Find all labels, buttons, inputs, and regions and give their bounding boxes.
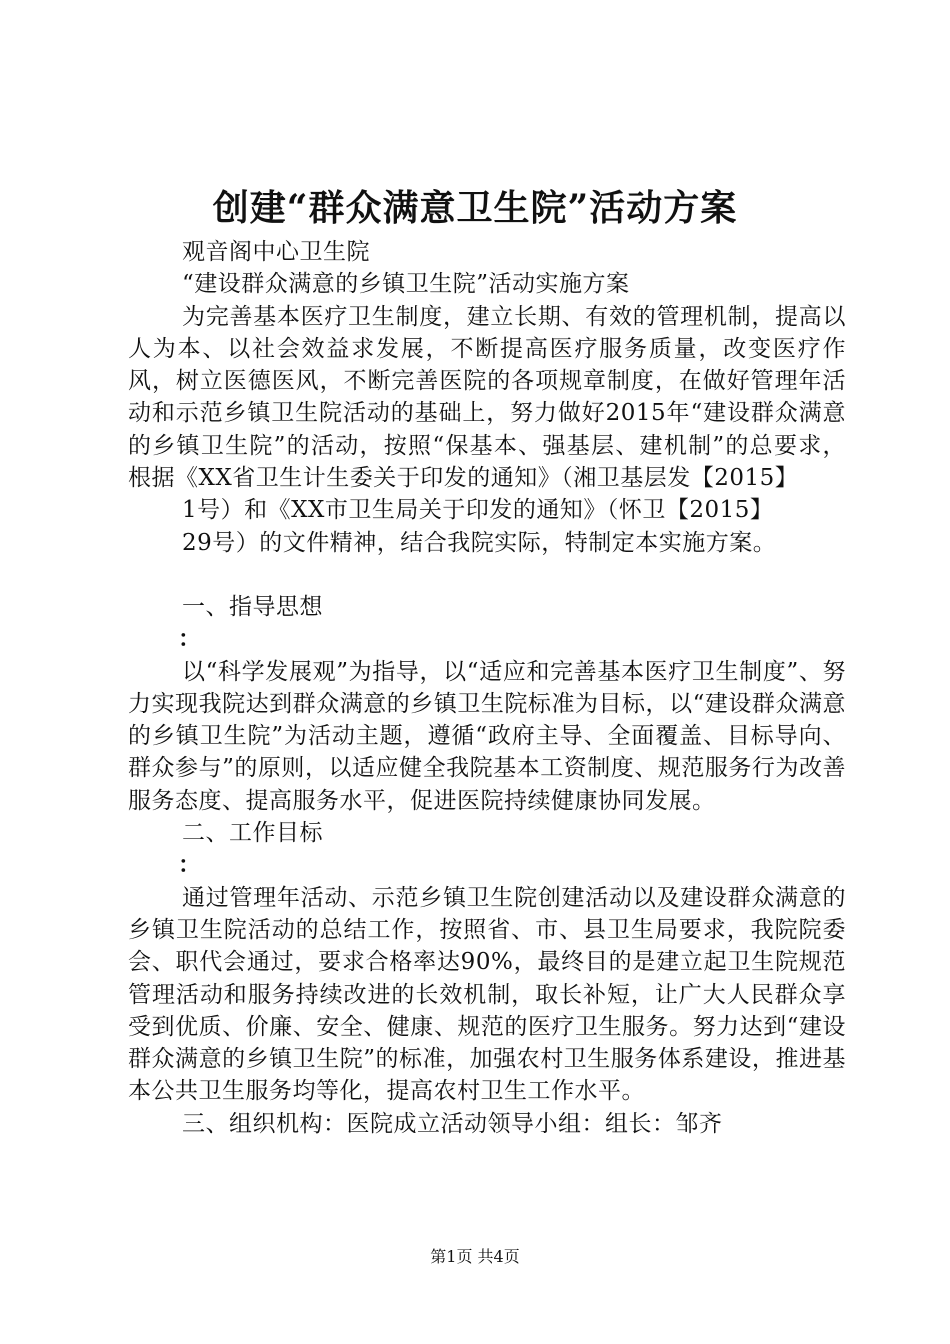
page-indicator: 第1页 共4页	[430, 1247, 520, 1266]
intro-paragraph: 为完善基本医疗卫生制度，建立长期、有效的管理机制，提高以人为本、以社会效益求发展，不断提高医疗服务质量，改变医疗作风，树立医德医风，不断完善医院的各项规章制度，在做好管理年活动和示范乡镇卫生院活动的基础上，努力做好2015年“建设群众满意的乡镇卫生院”的活动，按照“保基本、强基层、建机制”的总要求，根据《XX省卫生计生委关于印发的通知》（湘卫基层发【2015】	[128, 303, 846, 492]
section-heading-organization: 三、组织机构：医院成立活动领导小组：组长：邹齐	[182, 1110, 723, 1137]
section-heading-goals: 二、工作目标	[182, 820, 323, 847]
intro-line-3: 29号）的文件精神，结合我院实际，特制定本实施方案。	[182, 529, 777, 556]
section-colon-goals: ：	[178, 851, 202, 879]
plan-subtitle: “建设群众满意的乡镇卫生院”活动实施方案	[182, 271, 630, 298]
section-paragraph-guiding: 以“科学发展观”为指导，以“适应和完善基本医疗卫生制度”、努力实现我院达到群众满意的乡镇卫生院标准为目标，以“建设群众满意的乡镇卫生院”为活动主题，遵循“政府主导、全面覆盖、目标导向、群众参与”的原则，以适应健全我院基本工资制度、规范服务行为改善服务态度、提高服务水平，促进医院持续健康协同发展。	[128, 658, 846, 814]
section-paragraph-goals: 通过管理年活动、示范乡镇卫生院创建活动以及建设群众满意的乡镇卫生院活动的总结工作，按照省、市、县卫生局要求，我院院委会、职代会通过，要求合格率达90%，最终目的是建立起卫生院规范管理活动和服务持续改进的长效机制，取长补短，让广大人民群众享受到优质、价廉、安全、健康、规范的医疗卫生服务。努力达到“建设群众满意的乡镇卫生院”的标准，加强农村卫生服务体系建设，推进基本公共卫生服务均等化，提高农村卫生工作水平。	[128, 884, 846, 1105]
spacer	[128, 559, 846, 591]
document-title: 创建“群众满意卫生院”活动方案	[212, 187, 738, 229]
section-colon-guiding: ：	[178, 625, 202, 653]
document-body	[128, 236, 846, 1140]
organization-line: 观音阁中心卫生院	[182, 239, 370, 265]
section-heading-guiding: 一、指导思想	[182, 593, 323, 620]
intro-line-2: 1号）和《XX市卫生局关于印发的通知》（怀卫【2015】	[182, 497, 774, 524]
